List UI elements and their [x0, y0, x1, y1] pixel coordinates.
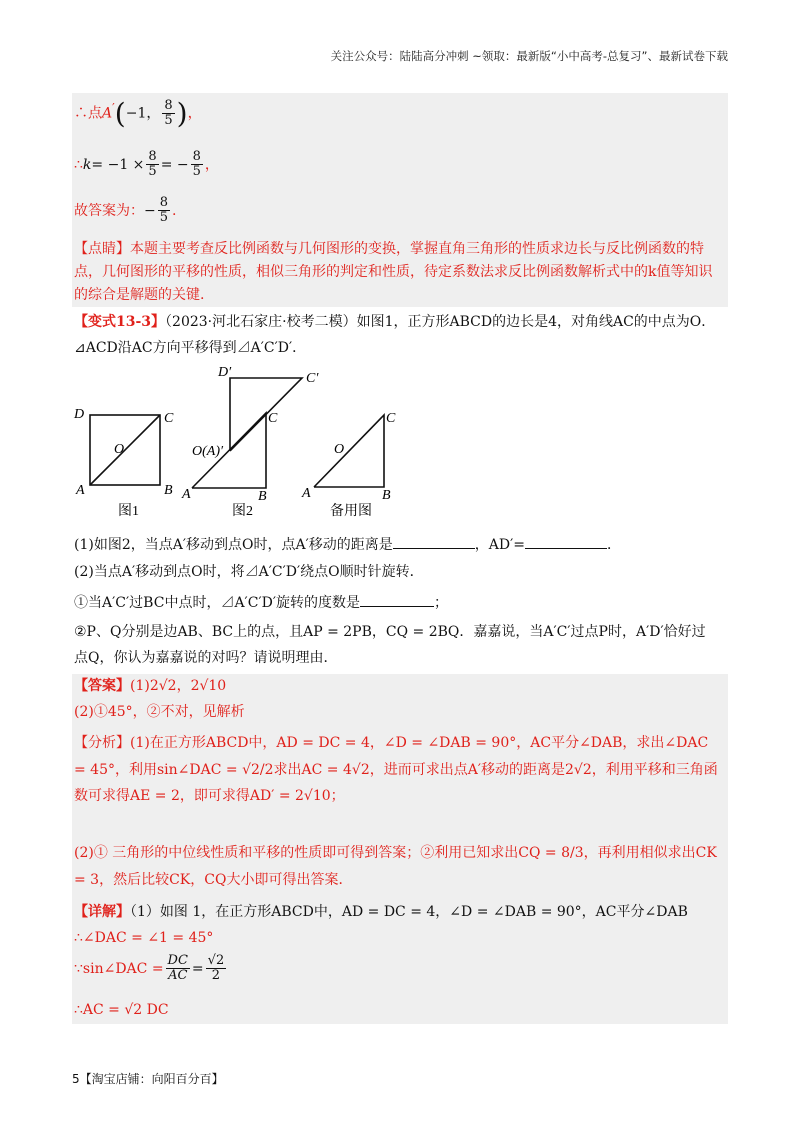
figure-2	[192, 378, 302, 488]
fig2-label-Cp: C′	[306, 371, 319, 386]
fig1-label-A: A	[76, 483, 85, 498]
prev-comment: 【点睛】本题主要考查反比例函数与几何图形的变换，掌握直角三角形的性质求边长与反比例函数的特点，几何图形的平移的性质，相似三角形的判定和性质，待定系数法求反比例函数解析式中的k值等知识的综合是解题的关键.	[74, 241, 713, 304]
prev-line-1: ∴点A′(−1， $\frac{8}{5}$ )，	[74, 97, 202, 130]
fig2-label-Dp: D′	[218, 365, 232, 380]
fig2-label-C: C	[268, 411, 278, 426]
fig1-caption: 图1	[118, 504, 139, 519]
analysis-p1: 【分析】(1)在正方形ABCD中，AD = DC = 4，∠D = ∠DAB = 90°，AC平分∠DAB，求出∠DAC = 45°，利用sin∠DAC = √2/2求出AC = 4√2，进而可求出点A′移动的距离是2√2，利用平移和三角函数可求得AE = 2，即可求得AD′ = 2√10；	[74, 735, 718, 805]
question-2b-cont: 点Q，你认为嘉嘉说的对吗？请说明理由．	[74, 650, 338, 666]
detail-line-4: ∴AC = √2 DC	[74, 1002, 169, 1018]
fig1-label-B: B	[164, 483, 173, 498]
fig3-label-B: B	[382, 488, 391, 503]
fig3-caption: 备用图	[330, 504, 372, 519]
fig2-label-B: B	[258, 489, 267, 504]
fig3-label-A: A	[302, 486, 311, 501]
fig1-label-O: O	[114, 442, 125, 457]
q2a-blank[interactable]	[360, 594, 434, 607]
figure-3	[314, 415, 384, 487]
fig1-label-D: D	[74, 407, 85, 422]
detail-line-3: ∵sin∠DAC = $\frac{DC}{AC}$ = $\frac{√2}{2}$	[74, 953, 225, 984]
question-2a: ①当A′C′过BC中点时，⊿A′C′D′旋转的度数是 ；	[74, 595, 449, 611]
question-2: (2)当点A′移动到点O时，将⊿A′C′D′绕点O顺时针旋转．	[74, 564, 424, 580]
detail-line-2: ∴∠DAC = ∠1 = 45°	[74, 930, 214, 946]
question-2b: ②P、Q分别是边AB、BC上的点，且AP = 2PB，CQ = 2BQ．嘉嘉说，当A′C′过点P时，A′D′恰好过	[74, 624, 706, 640]
prev-line-2: ∴k= −1 × $\frac{8}{5}$ = − $\frac{8}{5}$ ，	[74, 149, 219, 180]
question-1: (1)如图2，当点A′移动到点O时，点A′移动的距离是 ，AD′= ．	[74, 537, 622, 553]
footer: 5【淘宝店铺：向阳百分百】	[72, 1072, 224, 1086]
prev-answer: 故答案为：− $\frac{8}{5}$ .	[74, 195, 177, 226]
problem-title: 【变式13-3】（2023·河北石家庄·校考二模）如图1，正方形ABCD的边长是4，对角线AC的中点为O．	[74, 314, 716, 330]
fig1-label-C: C	[164, 411, 174, 426]
detail-line-1: 【详解】（1）如图 1，在正方形ABCD中，AD = DC = 4，∠D = ∠DAB = 90°，AC平分∠DAB	[74, 904, 688, 920]
answer-line-1: 【答案】(1)2√2，2√10	[74, 678, 227, 694]
fig2-label-OA: O(A)′	[192, 444, 224, 459]
fig2-caption: 图2	[232, 504, 253, 519]
problem-line-2: ⊿ACD沿AC方向平移得到⊿A′C′D′．	[74, 340, 307, 356]
figure-1	[90, 415, 160, 485]
figures-svg	[72, 360, 432, 520]
answer-line-2: (2)①45°，②不对，见解析	[74, 704, 245, 720]
header-note: 关注公众号：陆陆高分冲刺 ~领取：最新版“小中高考-总复习”、最新试卷下载	[330, 49, 728, 63]
q1-blank-1[interactable]	[393, 536, 475, 549]
fig3-label-O: O	[334, 442, 345, 457]
fig3-label-C: C	[386, 411, 396, 426]
analysis-p2: (2)① 三角形的中位线性质和平移的性质即可得到答案；②利用已知求出CQ = 8/3，再利用相似求出CK = 3，然后比较CK，CQ大小即可得出答案．	[74, 845, 717, 888]
q1-blank-2[interactable]	[525, 536, 607, 549]
fig2-label-A: A	[182, 487, 191, 502]
